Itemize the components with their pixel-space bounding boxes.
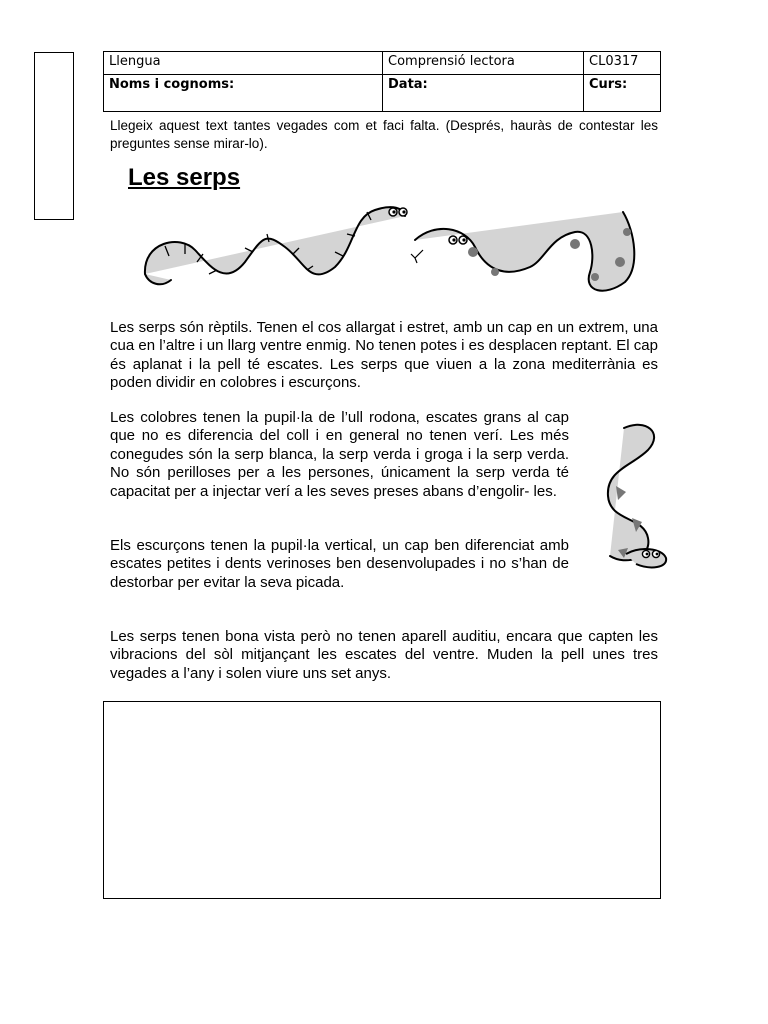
answer-box[interactable]	[103, 701, 661, 899]
paragraph-intro: Les serps són rèptils. Tenen el cos allargat i estret, amb un cap en un extrem, una cua en l’altre i un llarg ventre enmig. No tenen potes i es desplacen reptant. El cap és aplanat i la pell té escates. Les serps que viuen a la zona mediterrània es poden dividir en colobres i escurçons.	[110, 319, 658, 392]
paragraph-senses: Les serps tenen bona vista però no tenen aparell auditiu, encara que capten les vibracions del sòl mitjançant les escates del ventre. Muden la pell unes tres vegades a l’any i solen viure uns set anys.	[110, 628, 658, 682]
paragraph-escurcons: Els escurçons tenen la pupil·la vertical, un cap ben diferenciat amb escates petites i dents verinoses ben desenvolupades i no s’han de destorbar per evitar la seva picada.	[110, 537, 569, 591]
code-cell: CL0317	[584, 52, 661, 75]
date-field[interactable]: Data:	[383, 75, 584, 112]
course-field[interactable]: Curs:	[584, 75, 661, 112]
two-snakes-illustration	[135, 192, 640, 304]
instructions: Llegeix aquest text tantes vegades com et faci falta. (Després, hauràs de contestar les preguntes sense mirar-lo).	[110, 118, 658, 151]
header-table	[103, 51, 661, 112]
coiled-snake-illustration	[596, 418, 676, 588]
page-title: Les serps	[128, 164, 241, 191]
paragraph-colobres: Les colobres tenen la pupil·la de l’ull rodona, escates grans al cap que no es diferencia del coll i en general no tenen verí. Les més conegudes són la serp blanca, la serp verda i groga i la serp verda. No són perilloses per a les persones, únicament la serp verda té capacitat per a injectar verí a les seves preses abans d’engolir- les.	[110, 409, 569, 500]
activity-cell: Comprensió lectora	[383, 52, 584, 75]
margin-box	[34, 52, 74, 220]
subject-cell: Llengua	[104, 52, 383, 75]
name-field[interactable]: Noms i cognoms:	[104, 75, 383, 112]
